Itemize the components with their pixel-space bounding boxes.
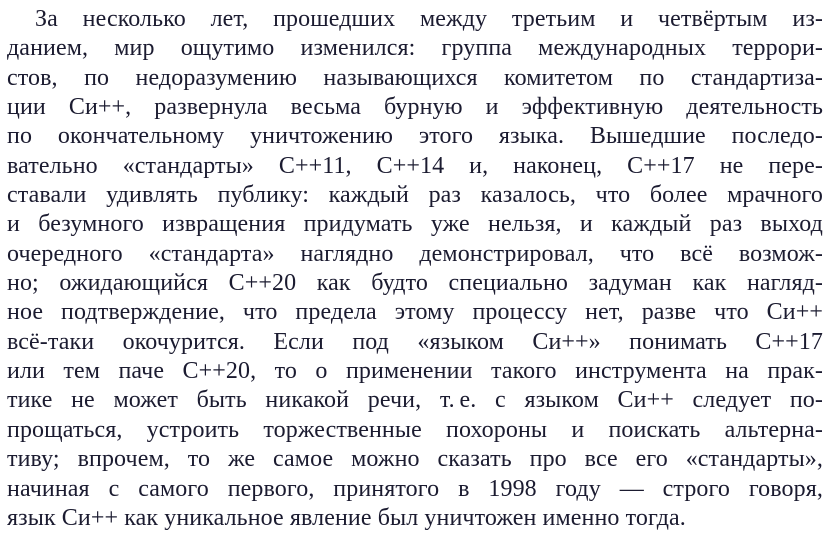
text-line: язык Си++ как уникальное явление был уничтожен именно тогда. <box>7 504 686 531</box>
text-line: ное подтверждение, что предела этому процессу нет, разве что Си++ <box>7 299 823 326</box>
text-line: но; ожидающийся C++20 как будто специально задуман как нагляд- <box>7 270 823 297</box>
text-line: данием, мир ощутимо изменился: группа международных террори- <box>7 35 823 62</box>
text-line: прощаться, устроить торжественные похороны и поискать альтерна- <box>7 416 823 443</box>
paragraph <box>7 5 823 533</box>
text-line: стов, по недоразумению называющихся комитетом по стандартиза- <box>7 64 823 91</box>
text-line: или тем паче C++20, то о применении такого инструмента на прак- <box>7 358 823 385</box>
text-line: тике не может быть никакой речи, т. е. с языком Си++ следует по- <box>7 387 823 414</box>
text-line: и безумного извращения придумать уже нельзя, и каждый раз выход <box>7 211 823 238</box>
text-line: ставали удивлять публику: каждый раз казалось, что более мрачного <box>7 182 823 209</box>
text-line: вательно «стандарты» C++11, C++14 и, наконец, C++17 не пере- <box>7 152 823 179</box>
text-line: всё-таки окочурится. Если под «языком Си++» понимать C++17 <box>7 328 823 355</box>
text-line: по окончательному уничтожению этого языка. Вышедшие последо- <box>7 123 823 150</box>
text-line: ции Си++, развернула весьма бурную и эффективную деятельность <box>7 94 823 121</box>
text-line: очередного «стандарта» наглядно демонстрировал, что всё возмож- <box>7 240 823 267</box>
text-line: начиная с самого первого, принятого в 1998 году — строго говоря, <box>7 475 823 502</box>
text-line: тиву; впрочем, то же самое можно сказать про все его «стандарты», <box>7 446 823 473</box>
text-line: За несколько лет, прошедших между третьим и четвёртым из- <box>35 6 823 32</box>
